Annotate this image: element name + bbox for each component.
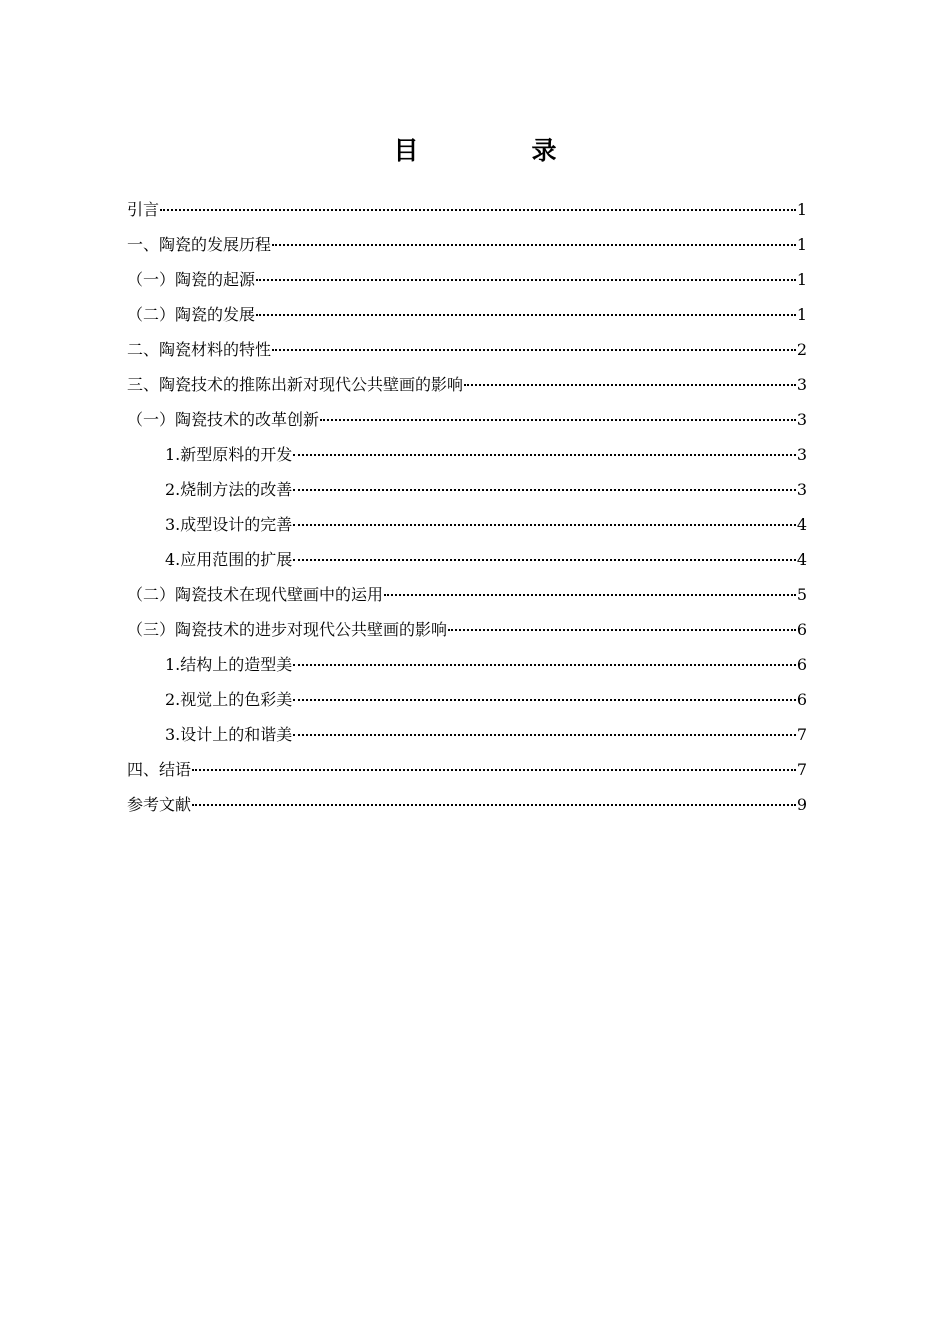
toc-entry[interactable] xyxy=(127,192,807,227)
toc-entry-label: 1.新型原料的开发 xyxy=(165,445,293,464)
toc-entry[interactable] xyxy=(127,612,807,647)
dot-leader xyxy=(384,594,796,596)
dot-leader xyxy=(272,349,796,351)
dot-leader xyxy=(293,524,796,526)
toc-entry-label: 1.结构上的造型美 xyxy=(165,655,293,674)
toc-entry-label: 三、陶瓷技术的推陈出新对现代公共壁画的影响 xyxy=(127,375,464,394)
toc-entry-label: （一）陶瓷的起源 xyxy=(127,270,256,289)
toc-entry-label: 参考文献 xyxy=(127,795,192,814)
toc-page-number: 6 xyxy=(796,690,807,709)
dot-leader xyxy=(192,804,796,806)
toc-entry-label: （一）陶瓷技术的改革创新 xyxy=(127,410,320,429)
toc-entry[interactable] xyxy=(127,262,807,297)
toc-page-number: 1 xyxy=(796,270,807,289)
toc-page-number: 1 xyxy=(796,235,807,254)
toc-entry[interactable] xyxy=(127,367,807,402)
toc-entry-label: 二、陶瓷材料的特性 xyxy=(127,340,272,359)
dot-leader xyxy=(256,279,796,281)
toc-entry[interactable] xyxy=(127,787,807,822)
toc-page-number: 7 xyxy=(796,725,807,744)
toc-page-number: 4 xyxy=(796,515,807,534)
dot-leader xyxy=(293,454,796,456)
toc-page-number: 1 xyxy=(796,200,807,219)
toc-entry[interactable] xyxy=(127,472,807,507)
toc-entry-label: 一、陶瓷的发展历程 xyxy=(127,235,272,254)
toc-page-number: 6 xyxy=(796,620,807,639)
toc-page-number: 7 xyxy=(796,760,807,779)
dot-leader xyxy=(192,769,796,771)
dot-leader xyxy=(256,314,796,316)
toc-entry-label: 4.应用范围的扩展 xyxy=(165,550,293,569)
toc-entry[interactable] xyxy=(127,542,807,577)
toc-page-number: 2 xyxy=(796,340,807,359)
toc-entry-label: 四、结语 xyxy=(127,760,192,779)
toc-page-number: 3 xyxy=(796,410,807,429)
dot-leader xyxy=(160,209,796,211)
toc-entry-label: 3.成型设计的完善 xyxy=(165,515,293,534)
toc-page-number: 4 xyxy=(796,550,807,569)
toc-entry[interactable] xyxy=(127,717,807,752)
toc-entry-label: 2.视觉上的色彩美 xyxy=(165,690,293,709)
toc-entry[interactable] xyxy=(127,647,807,682)
toc-entry[interactable] xyxy=(127,682,807,717)
toc-entry[interactable] xyxy=(127,402,807,437)
toc-entry[interactable] xyxy=(127,437,807,472)
toc-entry-label: 2.烧制方法的改善 xyxy=(165,480,293,499)
dot-leader xyxy=(448,629,796,631)
toc-page-number: 3 xyxy=(796,375,807,394)
toc-entry[interactable] xyxy=(127,332,807,367)
page-title: 目 录 xyxy=(393,136,601,165)
toc-page-number: 3 xyxy=(796,480,807,499)
dot-leader xyxy=(293,734,796,736)
toc-entry-label: （三）陶瓷技术的进步对现代公共壁画的影响 xyxy=(127,620,448,639)
dot-leader xyxy=(272,244,796,246)
dot-leader xyxy=(293,699,796,701)
toc-entry[interactable] xyxy=(127,227,807,262)
toc-entry[interactable] xyxy=(127,297,807,332)
toc-entry[interactable] xyxy=(127,752,807,787)
toc-page-number: 5 xyxy=(796,585,807,604)
table-of-contents xyxy=(127,192,807,822)
toc-entry-label: 3.设计上的和谐美 xyxy=(165,725,293,744)
toc-entry-label: （二）陶瓷的发展 xyxy=(127,305,256,324)
toc-entry[interactable] xyxy=(127,577,807,612)
dot-leader xyxy=(293,489,796,491)
dot-leader xyxy=(464,384,796,386)
toc-page-number: 3 xyxy=(796,445,807,464)
toc-entry-label: （二）陶瓷技术在现代壁画中的运用 xyxy=(127,585,384,604)
dot-leader xyxy=(293,664,796,666)
dot-leader xyxy=(293,559,796,561)
toc-page-number: 9 xyxy=(796,795,807,814)
toc-page-number: 6 xyxy=(796,655,807,674)
toc-page-number: 1 xyxy=(796,305,807,324)
toc-entry-label: 引言 xyxy=(127,200,160,219)
dot-leader xyxy=(320,419,796,421)
toc-entry[interactable] xyxy=(127,507,807,542)
